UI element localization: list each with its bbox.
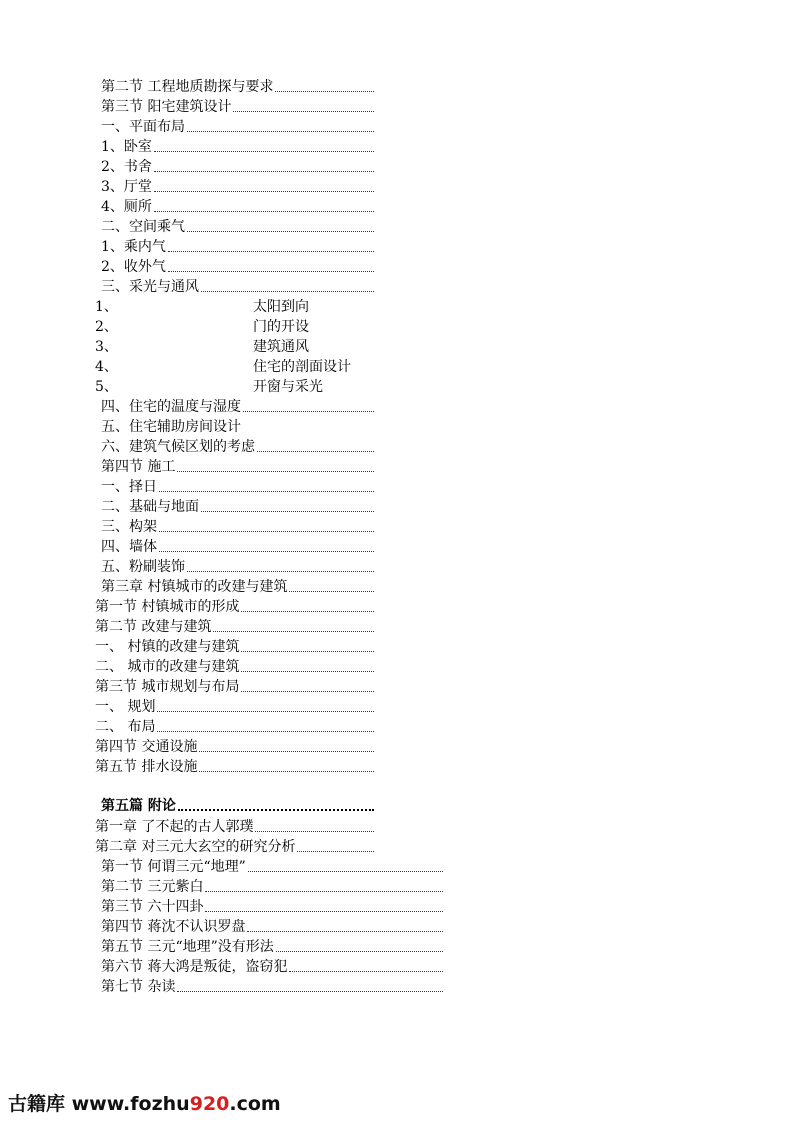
toc-entry-label: 第一章 了不起的古人郭璞 xyxy=(95,819,254,835)
toc-entry-label: 二、空间乘气 xyxy=(101,219,185,235)
list-number: 5、 xyxy=(95,379,118,395)
toc-entry xyxy=(101,196,374,216)
leader-dots xyxy=(241,611,374,612)
toc-entry xyxy=(101,936,443,956)
toc-entry xyxy=(95,636,374,656)
toc-entry xyxy=(101,436,374,456)
toc-entry-label: 二、 城市的改建与建筑 xyxy=(95,659,240,675)
toc-entry xyxy=(101,76,374,96)
leader-dots xyxy=(257,451,374,452)
toc-entry-label: 第三章 村镇城市的改建与建筑 xyxy=(101,579,288,595)
site-watermark xyxy=(8,1089,281,1115)
watermark-highlight: 920 xyxy=(189,1093,230,1115)
toc-entry xyxy=(101,896,443,916)
toc-entry-label: 一、平面布局 xyxy=(101,119,185,135)
toc-entry-label: 第一节 村镇城市的形成 xyxy=(95,599,240,615)
toc-entry xyxy=(101,276,374,296)
leader-dots xyxy=(205,911,443,912)
leader-dots xyxy=(157,711,374,712)
toc-entry xyxy=(95,836,374,856)
toc-entry-label: 第四节 交通设施 xyxy=(95,739,198,755)
toc-entry xyxy=(95,656,374,676)
leader-dots xyxy=(168,251,374,252)
toc-entry xyxy=(101,876,443,896)
leader-dots xyxy=(276,951,443,952)
toc-entry xyxy=(95,676,374,696)
leader-dots xyxy=(241,671,374,672)
leader-dots xyxy=(255,831,374,832)
toc-entry-label: 第二节 改建与建筑 xyxy=(95,619,212,635)
toc-entry xyxy=(101,536,374,556)
toc-entry-label: 四、住宅的温度与湿度 xyxy=(101,399,241,415)
toc-entry xyxy=(101,136,374,156)
leader-dots xyxy=(241,651,374,652)
leader-dots xyxy=(289,971,443,972)
leader-dots xyxy=(159,531,374,532)
leader-dots xyxy=(247,931,443,932)
toc-entry xyxy=(101,156,374,176)
leader-dots xyxy=(213,631,374,632)
leader-dots xyxy=(199,771,374,772)
list-item: 住宅的剖面设计 xyxy=(253,359,351,375)
watermark-suffix: .com xyxy=(229,1093,281,1115)
part-heading xyxy=(101,795,374,815)
leader-dots xyxy=(177,471,374,472)
toc-entry xyxy=(101,516,374,536)
leader-dots xyxy=(243,411,374,412)
leader-dots xyxy=(289,591,374,592)
toc-entry-label: 第三节 六十四卦 xyxy=(101,899,204,915)
toc-entry xyxy=(95,816,374,836)
list-item: 太阳到向 xyxy=(253,299,309,315)
toc-entry xyxy=(95,716,374,736)
toc-entry-label: 3、厅堂 xyxy=(101,179,152,195)
toc-entry xyxy=(101,476,374,496)
toc-entry-label: 第五节 排水设施 xyxy=(95,759,198,775)
toc-entry-label: 第三节 城市规划与布局 xyxy=(95,679,240,695)
leader-dots xyxy=(159,491,374,492)
leader-dots xyxy=(275,91,374,92)
watermark-prefix: 古籍库 www.fozhu xyxy=(8,1093,190,1115)
list-item: 门的开设 xyxy=(253,319,309,335)
toc-entry-label: 4、厕所 xyxy=(101,199,152,215)
toc-entry xyxy=(101,576,374,596)
leader-dots xyxy=(154,211,374,212)
toc-entry xyxy=(95,736,374,756)
leader-dots xyxy=(199,751,374,752)
toc-entry-label: 一、 规划 xyxy=(95,699,156,715)
toc-entry-label: 第二节 工程地质勘探与要求 xyxy=(101,79,274,95)
list-item: 开窗与采光 xyxy=(253,379,323,395)
leader-dots xyxy=(201,291,374,292)
leader-dots xyxy=(157,731,374,732)
leader-dots xyxy=(178,809,374,811)
toc-entry-label: 五、粉刷装饰 xyxy=(101,559,185,575)
toc-entry xyxy=(101,256,374,276)
toc-entry-label: 第四节 施工 xyxy=(101,459,176,475)
leader-dots xyxy=(154,191,374,192)
toc-entry-label: 第二节 三元紫白 xyxy=(101,879,204,895)
toc-entry xyxy=(101,556,374,576)
leader-dots xyxy=(248,871,443,872)
leader-dots xyxy=(187,571,374,572)
leader-dots xyxy=(233,111,374,112)
list-number: 2、 xyxy=(95,319,118,335)
toc-entry xyxy=(101,236,374,256)
list-number: 4、 xyxy=(95,359,118,375)
toc-entry xyxy=(101,396,374,416)
toc-entry-label: 三、采光与通风 xyxy=(101,279,199,295)
toc-entry-label: 一、择日 xyxy=(101,479,157,495)
toc-entry xyxy=(101,496,374,516)
toc-entry xyxy=(101,976,443,996)
toc-entry xyxy=(101,416,374,436)
toc-entry-label: 1、卧室 xyxy=(101,139,152,155)
toc-entry-label: 二、 布局 xyxy=(95,719,156,735)
toc-entry-label: 第五节 三元“地理”没有形法 xyxy=(101,939,274,955)
toc-entry xyxy=(95,596,374,616)
list-number: 1、 xyxy=(95,299,118,315)
toc-entry-label: 第七节 杂读 xyxy=(101,979,176,995)
toc-entry xyxy=(101,456,374,476)
toc-entry xyxy=(101,96,374,116)
leader-dots xyxy=(241,691,374,692)
toc-entry-label: 1、乘内气 xyxy=(101,239,166,255)
toc-entry-label: 2、收外气 xyxy=(101,259,166,275)
toc-entry-label: 三、构架 xyxy=(101,519,157,535)
leader-dots xyxy=(187,231,374,232)
toc-entry-label: 二、基础与地面 xyxy=(101,499,199,515)
toc-entry xyxy=(101,856,443,876)
toc-entry xyxy=(101,216,374,236)
toc-entry-label: 第六节 蒋大鸿是叛徒，盗窃犯 xyxy=(101,959,288,975)
toc-entry xyxy=(101,116,374,136)
toc-entry-label: 六、建筑气候区划的考虑 xyxy=(101,439,255,455)
toc-entry-label: 四、墙体 xyxy=(101,539,157,555)
toc-entry xyxy=(95,616,374,636)
toc-entry xyxy=(95,696,374,716)
toc-entry-label: 第二章 对三元大玄空的研究分析 xyxy=(95,839,296,855)
leader-dots xyxy=(201,511,374,512)
leader-dots xyxy=(154,171,374,172)
toc-entry-label: 2、书舍 xyxy=(101,159,152,175)
leader-dots xyxy=(187,131,374,132)
toc-entry-label: 第四节 蒋沈不认识罗盘 xyxy=(101,919,246,935)
leader-dots xyxy=(168,271,374,272)
toc-entry xyxy=(101,916,443,936)
leader-dots xyxy=(297,851,374,852)
list-item: 建筑通风 xyxy=(253,339,309,355)
list-number: 3、 xyxy=(95,339,118,355)
leader-dots xyxy=(159,551,374,552)
toc-entry-label: 一、 村镇的改建与建筑 xyxy=(95,639,240,655)
toc-entry-label: 第一节 何谓三元“地理” xyxy=(101,859,246,875)
leader-dots xyxy=(177,991,443,992)
leader-dots xyxy=(205,891,443,892)
toc-entry xyxy=(101,176,374,196)
part-heading-label: 第五篇 附论 xyxy=(101,798,176,814)
toc-entry xyxy=(101,956,443,976)
toc-entry-label: 第三节 阳宅建筑设计 xyxy=(101,99,232,115)
leader-dots xyxy=(154,151,374,152)
toc-entry-label: 五、住宅辅助房间设计 xyxy=(101,419,241,435)
toc-entry xyxy=(95,756,374,776)
